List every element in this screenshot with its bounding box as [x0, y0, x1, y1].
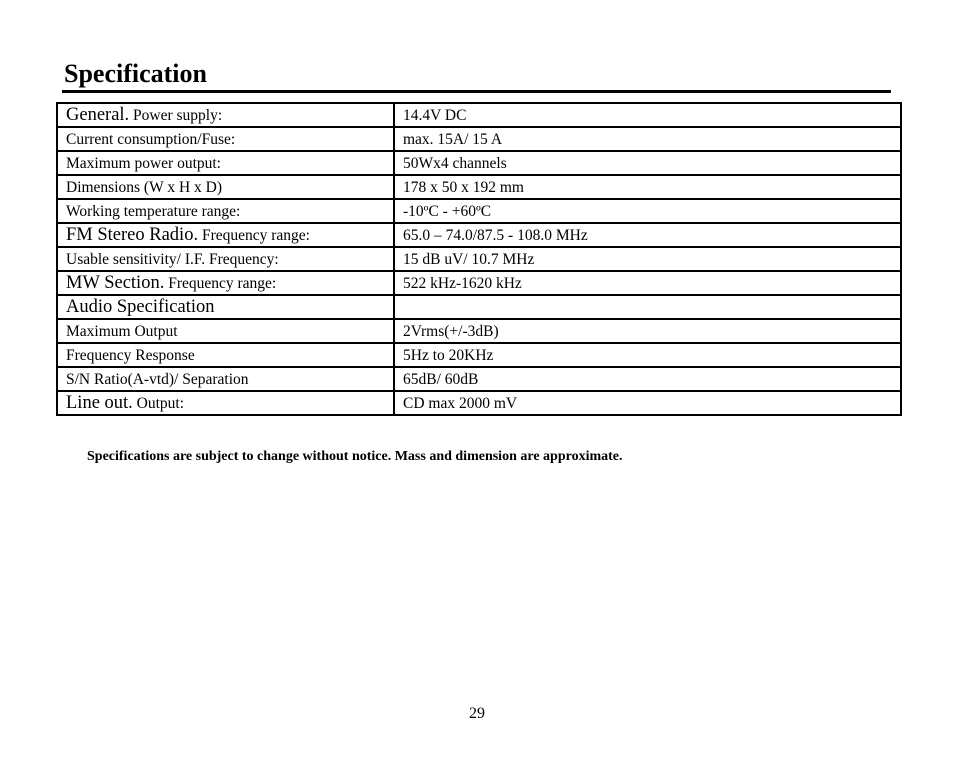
- spec-label: Working temperature range:: [57, 199, 394, 223]
- spec-value: 178 x 50 x 192 mm: [394, 175, 901, 199]
- page-title: Specification: [64, 59, 207, 88]
- table-row: [57, 271, 901, 295]
- spec-value: 65.0 – 74.0/87.5 - 108.0 MHz: [394, 223, 901, 247]
- spec-value: [394, 295, 901, 319]
- spec-label: Dimensions (W x H x D): [57, 175, 394, 199]
- table-row: [57, 247, 901, 271]
- spec-value: 2Vrms(+/-3dB): [394, 319, 901, 343]
- spec-value: 522 kHz-1620 kHz: [394, 271, 901, 295]
- spec-label-cell: [57, 103, 394, 127]
- title-rule: [62, 90, 891, 93]
- spec-table: [56, 102, 902, 416]
- spec-value: 65dB/ 60dB: [394, 367, 901, 391]
- page-number: 29: [469, 705, 485, 722]
- table-row: [57, 295, 901, 319]
- spec-label-cell: [57, 295, 394, 319]
- spec-label: Maximum power output:: [57, 151, 394, 175]
- spec-label: Frequency Response: [57, 343, 394, 367]
- spec-value: -10ºC - +60ºC: [394, 199, 901, 223]
- spec-label-cell: [57, 271, 394, 295]
- section-heading: MW Section.: [66, 273, 165, 293]
- spec-label-cell: [57, 391, 394, 415]
- section-heading: FM Stereo Radio.: [66, 225, 199, 245]
- disclaimer-note: Specifications are subject to change without notice. Mass and dimension are approximate.: [87, 449, 623, 464]
- table-row: [57, 391, 901, 415]
- spec-value: 50Wx4 channels: [394, 151, 901, 175]
- spec-label: Current consumption/Fuse:: [57, 127, 394, 151]
- spec-value: 14.4V DC: [394, 103, 901, 127]
- section-heading: General.: [66, 105, 130, 125]
- spec-label: Maximum Output: [57, 319, 394, 343]
- table-row: [57, 127, 901, 151]
- spec-label: S/N Ratio(A-vtd)/ Separation: [57, 367, 394, 391]
- table-row: [57, 367, 901, 391]
- table-row: [57, 103, 901, 127]
- spec-label-cell: [57, 223, 394, 247]
- spec-label: Frequency range:: [168, 275, 277, 292]
- spec-label: Frequency range:: [201, 227, 310, 244]
- table-row: [57, 175, 901, 199]
- spec-value: CD max 2000 mV: [394, 391, 901, 415]
- spec-label: Output:: [136, 395, 185, 412]
- spec-label: Power supply:: [133, 107, 223, 124]
- section-heading: Line out.: [66, 393, 133, 413]
- table-row: [57, 199, 901, 223]
- table-row: [57, 319, 901, 343]
- table-row: [57, 151, 901, 175]
- section-heading: Audio Specification: [66, 297, 215, 317]
- spec-value: 15 dB uV/ 10.7 MHz: [394, 247, 901, 271]
- spec-label: Usable sensitivity/ I.F. Frequency:: [57, 247, 394, 271]
- table-row: [57, 343, 901, 367]
- spec-value: max. 15A/ 15 A: [394, 127, 901, 151]
- spec-value: 5Hz to 20KHz: [394, 343, 901, 367]
- table-row: [57, 223, 901, 247]
